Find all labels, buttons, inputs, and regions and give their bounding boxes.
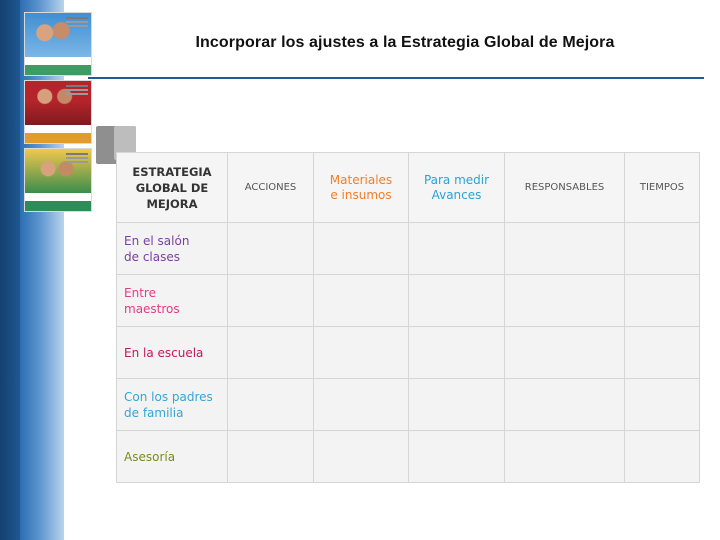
- cell-acciones: [228, 327, 314, 379]
- row-label-line1: En la escuela: [124, 345, 204, 360]
- row-label: [117, 431, 228, 483]
- row-label: [117, 327, 228, 379]
- row-label: [117, 379, 228, 431]
- cell-responsables: [505, 379, 625, 431]
- title-divider: [88, 77, 704, 79]
- header-materiales: [314, 153, 409, 223]
- table-row: [117, 223, 700, 275]
- cover-thumbnail-3: [24, 148, 92, 212]
- header-materiales-line1: Materiales: [329, 172, 393, 187]
- cell-tiempos: [625, 275, 700, 327]
- cell-medir: [409, 327, 505, 379]
- cell-tiempos: [625, 431, 700, 483]
- header-responsables: RESPONSABLES: [505, 153, 625, 223]
- header-materiales-line2: e insumos: [330, 187, 392, 202]
- row-label-line2: de clases: [124, 249, 180, 264]
- cell-responsables: [505, 431, 625, 483]
- cell-responsables: [505, 327, 625, 379]
- cover-text-lines: [66, 153, 88, 155]
- cell-materiales: [314, 327, 409, 379]
- cover-text-lines: [66, 17, 88, 19]
- cell-materiales: [314, 275, 409, 327]
- header-medir-line2: Avances: [431, 187, 482, 202]
- cell-materiales: [314, 379, 409, 431]
- cell-tiempos: [625, 327, 700, 379]
- cell-acciones: [228, 379, 314, 431]
- header-strategy: [117, 153, 228, 223]
- sidebar-stripe: [0, 0, 20, 540]
- cover-text-lines: [66, 85, 88, 87]
- table-row: [117, 327, 700, 379]
- row-label-line2: de familia: [124, 405, 184, 420]
- cover-thumbnail-2: [24, 80, 92, 144]
- cell-medir: [409, 379, 505, 431]
- table-header-row: [117, 153, 700, 223]
- cell-acciones: [228, 223, 314, 275]
- row-label-line1: Asesoría: [124, 449, 176, 464]
- slide-title: Incorporar los ajustes a la Estrategia Global de Mejora: [195, 34, 615, 51]
- cell-acciones: [228, 431, 314, 483]
- strategy-table: [116, 152, 700, 483]
- cover-band: [25, 201, 91, 211]
- table-row: [117, 275, 700, 327]
- cell-tiempos: [625, 223, 700, 275]
- row-label: [117, 275, 228, 327]
- cover-photo: [25, 149, 91, 193]
- cell-materiales: [314, 223, 409, 275]
- header-medir-line1: Para medir: [423, 172, 490, 187]
- header-para-medir: [409, 153, 505, 223]
- header-strategy-line3: MEJORA: [146, 196, 198, 211]
- table-row: [117, 379, 700, 431]
- cell-materiales: [314, 431, 409, 483]
- header-strategy-line1: ESTRATEGIA: [132, 164, 212, 179]
- cover-band: [25, 65, 91, 75]
- cell-responsables: [505, 275, 625, 327]
- cell-responsables: [505, 223, 625, 275]
- cover-thumbnails: [24, 12, 90, 216]
- row-label-line2: maestros: [124, 301, 180, 316]
- cell-tiempos: [625, 379, 700, 431]
- table-row: [117, 431, 700, 483]
- row-label-line1: Con los padres: [124, 389, 213, 404]
- header-strategy-line2: GLOBAL DE: [135, 180, 209, 195]
- cover-band: [25, 133, 91, 143]
- header-tiempos: TIEMPOS: [625, 153, 700, 223]
- cell-medir: [409, 275, 505, 327]
- cell-medir: [409, 223, 505, 275]
- cover-photo: [25, 81, 91, 125]
- cell-acciones: [228, 275, 314, 327]
- cell-medir: [409, 431, 505, 483]
- row-label-line1: Entre: [124, 285, 156, 300]
- row-label: [117, 223, 228, 275]
- cover-photo: [25, 13, 91, 57]
- cover-thumbnail-1: [24, 12, 92, 76]
- row-label-line1: En el salón: [124, 233, 190, 248]
- header-acciones: ACCIONES: [228, 153, 314, 223]
